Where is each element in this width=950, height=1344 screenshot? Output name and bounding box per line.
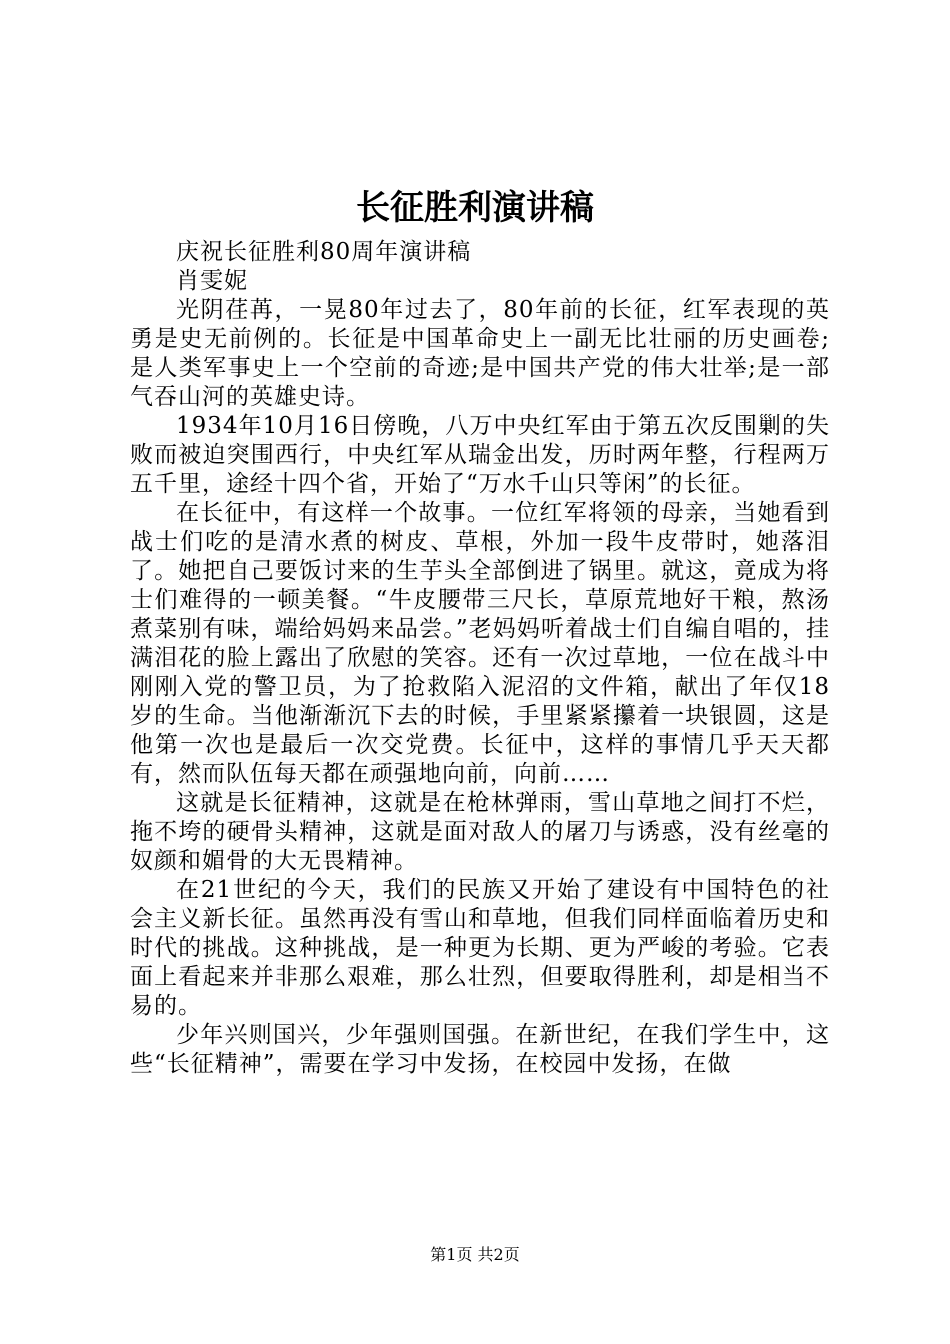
paragraph-3: 在长征中，有这样一个故事。一位红军将领的母亲，当她看到战士们吃的是清水煮的树皮、草根，外加一段牛皮带时，她落泪了。她把自己要饭讨来的生芋头全部倒进了锅里。就这，竟成为将士们难得的一顿美餐。“牛皮腰带三尺长，草原荒地好干粮，熬汤煮菜别有味，端给妈妈来品尝。”老妈妈听着战士们自编自唱的，挂满泪花的脸上露出了欣慰的笑容。还有一次过草地，一位在战斗中刚刚入党的警卫员，为了抢救陷入泥沼的文件箱，献出了年仅18岁的生命。当他渐渐沉下去的时候，手里紧紧攥着一块银圆，这是他第一次也是最后一次交党费。长征中，这样的事情几乎天天都有，然而队伍每天都在顽强地向前，向前…… — [130, 500, 830, 787]
subtitle-line: 庆祝长征胜利80周年演讲稿 — [176, 239, 472, 265]
paragraph-5: 在21世纪的今天，我们的民族又开始了建设有中国特色的社会主义新长征。虽然再没有雪山和草地，但我们同样面临着历史和时代的挑战。这种挑战，是一种更为长期、更为严峻的考验。它表面上看起来并非那么艰难，那么壮烈，但要取得胜利，却是相当不易的。 — [130, 877, 830, 1019]
page-footer: 第1页 共2页 — [430, 1245, 520, 1264]
author-line: 肖雯妮 — [176, 268, 248, 294]
paragraph-2: 1934年10月16日傍晚，八万中央红军由于第五次反围剿的失败而被迫突围西行，中央红军从瑞金出发，历时两年整，行程两万五千里，途经十四个省，开始了“万水千山只等闲”的长征。 — [130, 413, 830, 497]
document-title: 长征胜利演讲稿 — [356, 188, 594, 228]
document-body — [130, 238, 830, 1079]
paragraph-6: 少年兴则国兴，少年强则国强。在新世纪，在我们学生中，这些“长征精神”，需要在学习中发扬，在校园中发扬，在做 — [130, 1022, 830, 1077]
paragraph-4: 这就是长征精神，这就是在枪林弹雨，雪山草地之间打不烂，拖不垮的硬骨头精神，这就是面对敌人的屠刀与诱惑，没有丝毫的奴颜和媚骨的大无畏精神。 — [130, 790, 830, 874]
paragraph-1: 光阴荏苒，一晃80年过去了，80年前的长征，红军表现的英勇是史无前例的。长征是中国革命史上一副无比壮丽的历史画卷;是人类军事史上一个空前的奇迹;是中国共产党的伟大壮举;是一部气吞山河的英雄史诗。 — [130, 297, 830, 410]
